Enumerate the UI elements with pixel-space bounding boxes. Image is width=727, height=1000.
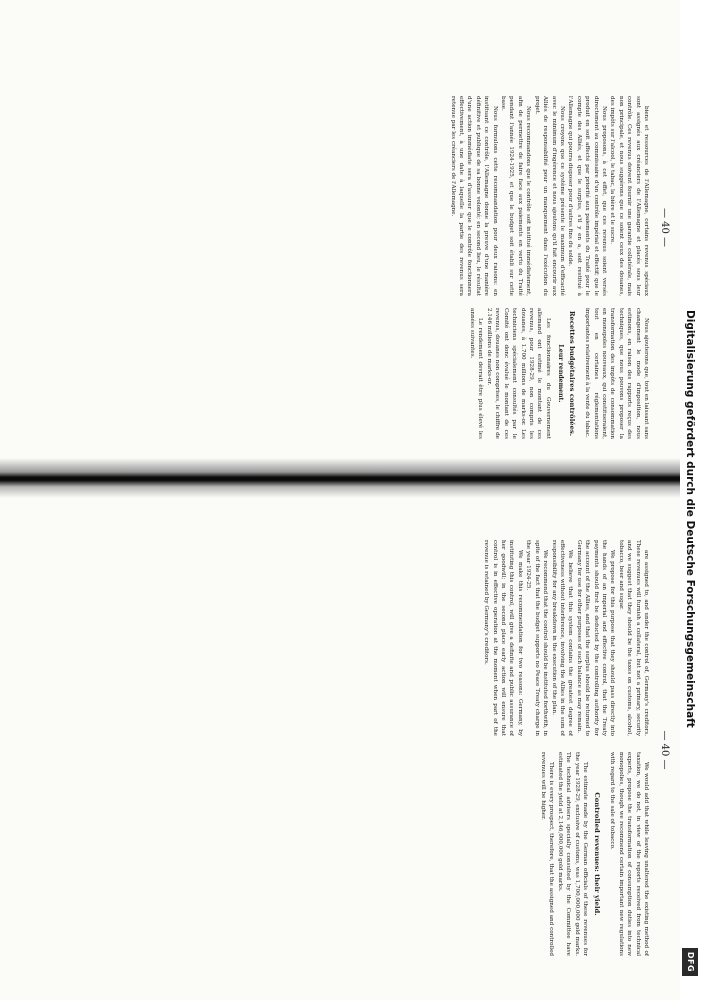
section-subheading: Leur rendement. [556,344,564,403]
page-number: — 40 — [659,730,670,770]
page-columns [120,540,650,956]
paragraph: Les fonctionnaires du Gouvernement allemand ont estimé le montant de ces revenus, pour 1928-29, non compris les douanes, à 1.700 millions de marks-or. Les techniciens spécialement consultés par le Comité ont donc évalué le montant de ces revenus, douanes non comprises, le chiffre de 2.146 millions de marks-or. [485,308,551,439]
paragraph: There is every prospect, therefore, that the assigned and controlled revenues will be higher. [539,752,555,956]
paragraph: Nous proposons, à cet effet, que ces revenus soient versés directement au commissaire d'un contrôle impérial et effectif; que le produit en soit affecté par priorité aux paiements du Traité pour le compte des Alliés, et que le surplus, s'il y en a, soit restitué à l'Allemagne qui pourra disposer pour d'autres fins du solde. [567,96,607,296]
paragraph: Nous recommandons que le contrôle soit institué immédiatement, afin de permettre de faire face aux paiements en vertu du Traité pendant l'année 1924-1925, et que le budget soit établi sur cette base. [500,96,532,296]
paragraph: We make this recommendation for two reasons: Germany, by instituting this control, will give a definite and public assurance of her goodwill; in the second place early action will ensure that control is in effective operation at the moment when part of the revenue is retained by Germany's creditors. [483,540,523,736]
dfg-logo: DFG [682,948,698,976]
paragraph: We recommend that the control should be instituted forthwith, in spite of the fact that the budget supports no Peace Treaty charge in the year 1924-25. [525,540,549,736]
section-heading: Controlled revenues: their yield. [592,792,601,916]
paragraph: The estimate made by the German officials of these revenues for the year 1928-29, exclusive of customs, was 1,700,000,000 gold marks. The technical advisers specially consulted by the Committee have estimated the yield at 2,146,000,000 gold marks. [556,752,588,956]
paragraph: are assigned to, and under the control of, Germany's creditors. These revenues will furnish a collateral, but not a primary, security and we suggest that they should be the taxes on customs, alcohol, tobacco, beer and sugar. [617,540,649,736]
paragraph: We believe that this system contains the greatest degree of effectiveness without interference, involving the Allies in the sum of responsibility for any breakdown in the execution of the plan. [550,540,574,736]
paragraph: We propose for this purpose that they should pass directly into the hands of an imperial and effective control, that the Treaty payments should first be deducted by the controlling authority for the account of the Allies, and that the surplus should be returned to Germany for use for other purposes of such balance as may remain. [575,540,616,736]
paragraph: We would add that while leaving unaltered the existing method of taxation, we do not, in view of the reports received from technical experts, propose the transformation of consumption duties into new monopolies, though we recommend certain important new regulations with regard to the sale of tobacco. [609,752,649,956]
text-column-french-continued [120,308,650,439]
page-number: — 40 — [659,207,670,248]
paragraph: biens et ressources de l'Allemagne, certains revenus spéciaux sont assignés aux créanciers de l'Allemagne et placés sous leur contrôle. Ces revenus doivent fournir une garantie collatérale, mais non principale, et nous suggérons que ce soient ceux des douanes, des impôts sur l'alcool, le tabac, la bière et le sucre. [609,96,649,296]
page-left-french-english [0,0,680,455]
digitization-banner [680,300,700,980]
paragraph: Nous ajouterons que, tout en laissant sans changement le mode d'imposition, nous estimons, en raison des rapports reçus des techniques, que nous pouvons proposer la transformation des impôts de consommation en monopoles nouveaux, qui constitueraient, tout en certaines réglementations importantes relativement à la vente du tabac. [584,308,649,439]
paragraph: Le rendement devrait être plus élevé les années suivantes. [469,308,484,439]
paragraph: Nous formulons cette recommandation pour deux raisons: en instituant ce contrôle, l'Allemagne donne la preuve d'une manière définitive et publique de sa bonne volonté; en second lieu, le résultat d'une action immédiate sera d'assurer que le contrôle fonctionnera effectivement, à une date à laquelle la partie des revenus sera retenue par les créanciers de l'Allemagne. [449,96,498,296]
text-column-english-continued [120,752,650,956]
banner-text: Digitalisierung gefördert durch die Deutsche Forschungsgemeinschaft [684,310,696,728]
paragraph: Nous croyons que ce système présente le maximum d'efficacité avec le minimum d'ingérence et nous ajoutons qu'il fait encourir aux Alliés de responsabilité pour un manquement dans l'exécution du projet. [533,96,565,296]
section-heading: Recettes budgétaires contrôlées. [567,310,576,437]
text-column-english [120,540,650,736]
book-gutter [0,458,680,498]
page-right-german [0,500,680,1000]
text-column-french [120,96,650,296]
page-columns [120,96,650,439]
